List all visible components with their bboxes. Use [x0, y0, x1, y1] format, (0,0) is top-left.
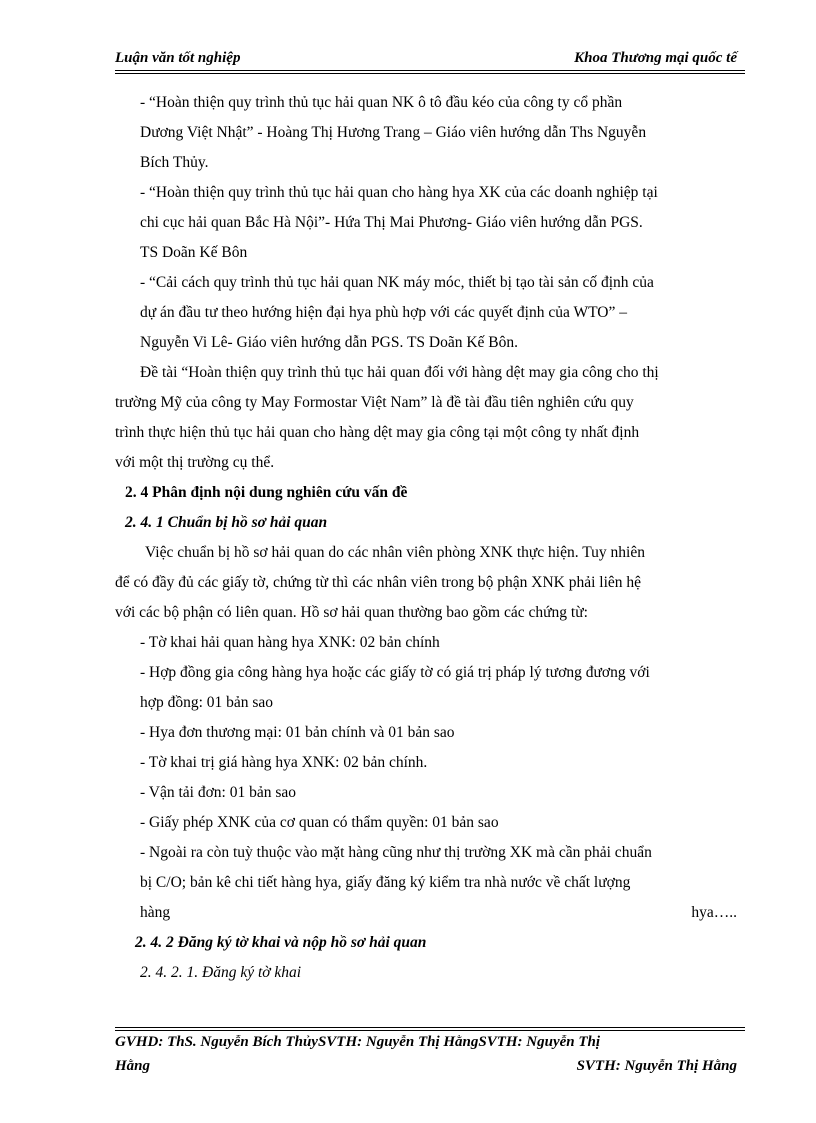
text-line: - “Cải cách quy trình thủ tục hải quan NK máy móc, thiết bị tạo tài sản cố định của: [140, 274, 654, 291]
list-item: - Giấy phép XNK của cơ quan có thẩm quyền: 01 bản sao: [140, 814, 499, 831]
text-fragment: hya…..: [691, 904, 737, 921]
section-heading: 2. 4 Phân định nội dung nghiên cứu vấn đề: [125, 484, 408, 501]
text-line: dự án đầu tư theo hướng hiện đại hya phù hợp với các quyết định của WTO” –: [140, 304, 627, 321]
list-item: - Tờ khai trị giá hàng hya XNK: 02 bản chính.: [140, 754, 428, 771]
list-item: - Hợp đồng gia công hàng hya hoặc các giấy tờ có giá trị pháp lý tương đương với: [140, 664, 650, 681]
text-line: TS Doãn Kế Bôn: [140, 244, 248, 261]
footer-rule-top: [115, 1027, 745, 1028]
text-line: chi cục hải quan Bắc Hà Nội”- Hứa Thị Mai Phương- Giáo viên hướng dẫn PGS.: [140, 214, 643, 231]
justified-line: [140, 904, 737, 922]
paragraph-line: trường Mỹ của công ty May Formostar Việt Nam” là đề tài đầu tiên nghiên cứu quy: [115, 394, 634, 411]
page-header: [115, 46, 737, 68]
list-item: - Tờ khai hải quan hàng hya XNK: 02 bản chính: [140, 634, 440, 651]
footer-name-wrap: Hằng: [115, 1058, 151, 1074]
header-thesis-title: Luận văn tốt nghiệp: [115, 50, 241, 66]
footer-supervisor-line: GVHD: ThS. Nguyễn Bích ThủySVTH: Nguyễn Thị HằngSVTH: Nguyễn Thị: [115, 1034, 601, 1050]
header-rule-bottom: [115, 73, 745, 74]
footer-student: SVTH: Nguyễn Thị Hằng: [576, 1058, 737, 1074]
header-faculty: Khoa Thương mại quốc tế: [574, 50, 737, 66]
text-line: Nguyễn Vi Lê- Giáo viên hướng dẫn PGS. TS Doãn Kế Bôn.: [140, 334, 519, 351]
subsection-heading: 2. 4. 1 Chuẩn bị hồ sơ hải quan: [125, 514, 328, 531]
text-fragment: hàng: [140, 904, 171, 921]
list-item: - Hya đơn thương mại: 01 bản chính và 01 bản sao: [140, 724, 455, 741]
subsection-heading: 2. 4. 2 Đăng ký tờ khai và nộp hồ sơ hải quan: [135, 934, 427, 951]
text-line: - “Hoàn thiện quy trình thủ tục hải quan cho hàng hya XK của các doanh nghiệp tại: [140, 184, 658, 201]
text-line: Dương Việt Nhật” - Hoàng Thị Hương Trang – Giáo viên hướng dẫn Ths Nguyễn: [140, 124, 647, 141]
sub-subsection-heading: 2. 4. 2. 1. Đăng ký tờ khai: [140, 964, 302, 981]
paragraph-line: với các bộ phận có liên quan. Hồ sơ hải quan thường bao gồm các chứng từ:: [115, 604, 588, 621]
paragraph-line: Đề tài “Hoàn thiện quy trình thủ tục hải quan đối với hàng dệt may gia công cho thị: [140, 364, 659, 381]
list-item: - Vận tải đơn: 01 bản sao: [140, 784, 296, 801]
paragraph-line: trình thực hiện thủ tục hải quan cho hàng dệt may gia công tại một công ty nhất định: [115, 424, 640, 441]
list-item: hợp đồng: 01 bản sao: [140, 694, 274, 711]
header-rule-top: [115, 70, 745, 71]
paragraph-line: với một thị trường cụ thể.: [115, 454, 275, 471]
text-line: - “Hoàn thiện quy trình thủ tục hải quan NK ô tô đầu kéo của công ty cổ phần: [140, 94, 623, 111]
paragraph-line: để có đầy đủ các giấy tờ, chứng từ thì các nhân viên trong bộ phận XNK phải liên hệ: [115, 574, 642, 591]
footer-rule-bottom: [115, 1030, 745, 1031]
text-line: Bích Thủy.: [140, 154, 209, 171]
paragraph-line: Việc chuẩn bị hồ sơ hải quan do các nhân viên phòng XNK thực hiện. Tuy nhiên: [145, 544, 645, 561]
list-item: bị C/O; bản kê chi tiết hàng hya, giấy đăng ký kiểm tra nhà nước về chất lượng: [140, 874, 631, 891]
list-item: - Ngoài ra còn tuỳ thuộc vào mặt hàng cũng như thị trường XK mà cần phải chuẩn: [140, 844, 652, 861]
